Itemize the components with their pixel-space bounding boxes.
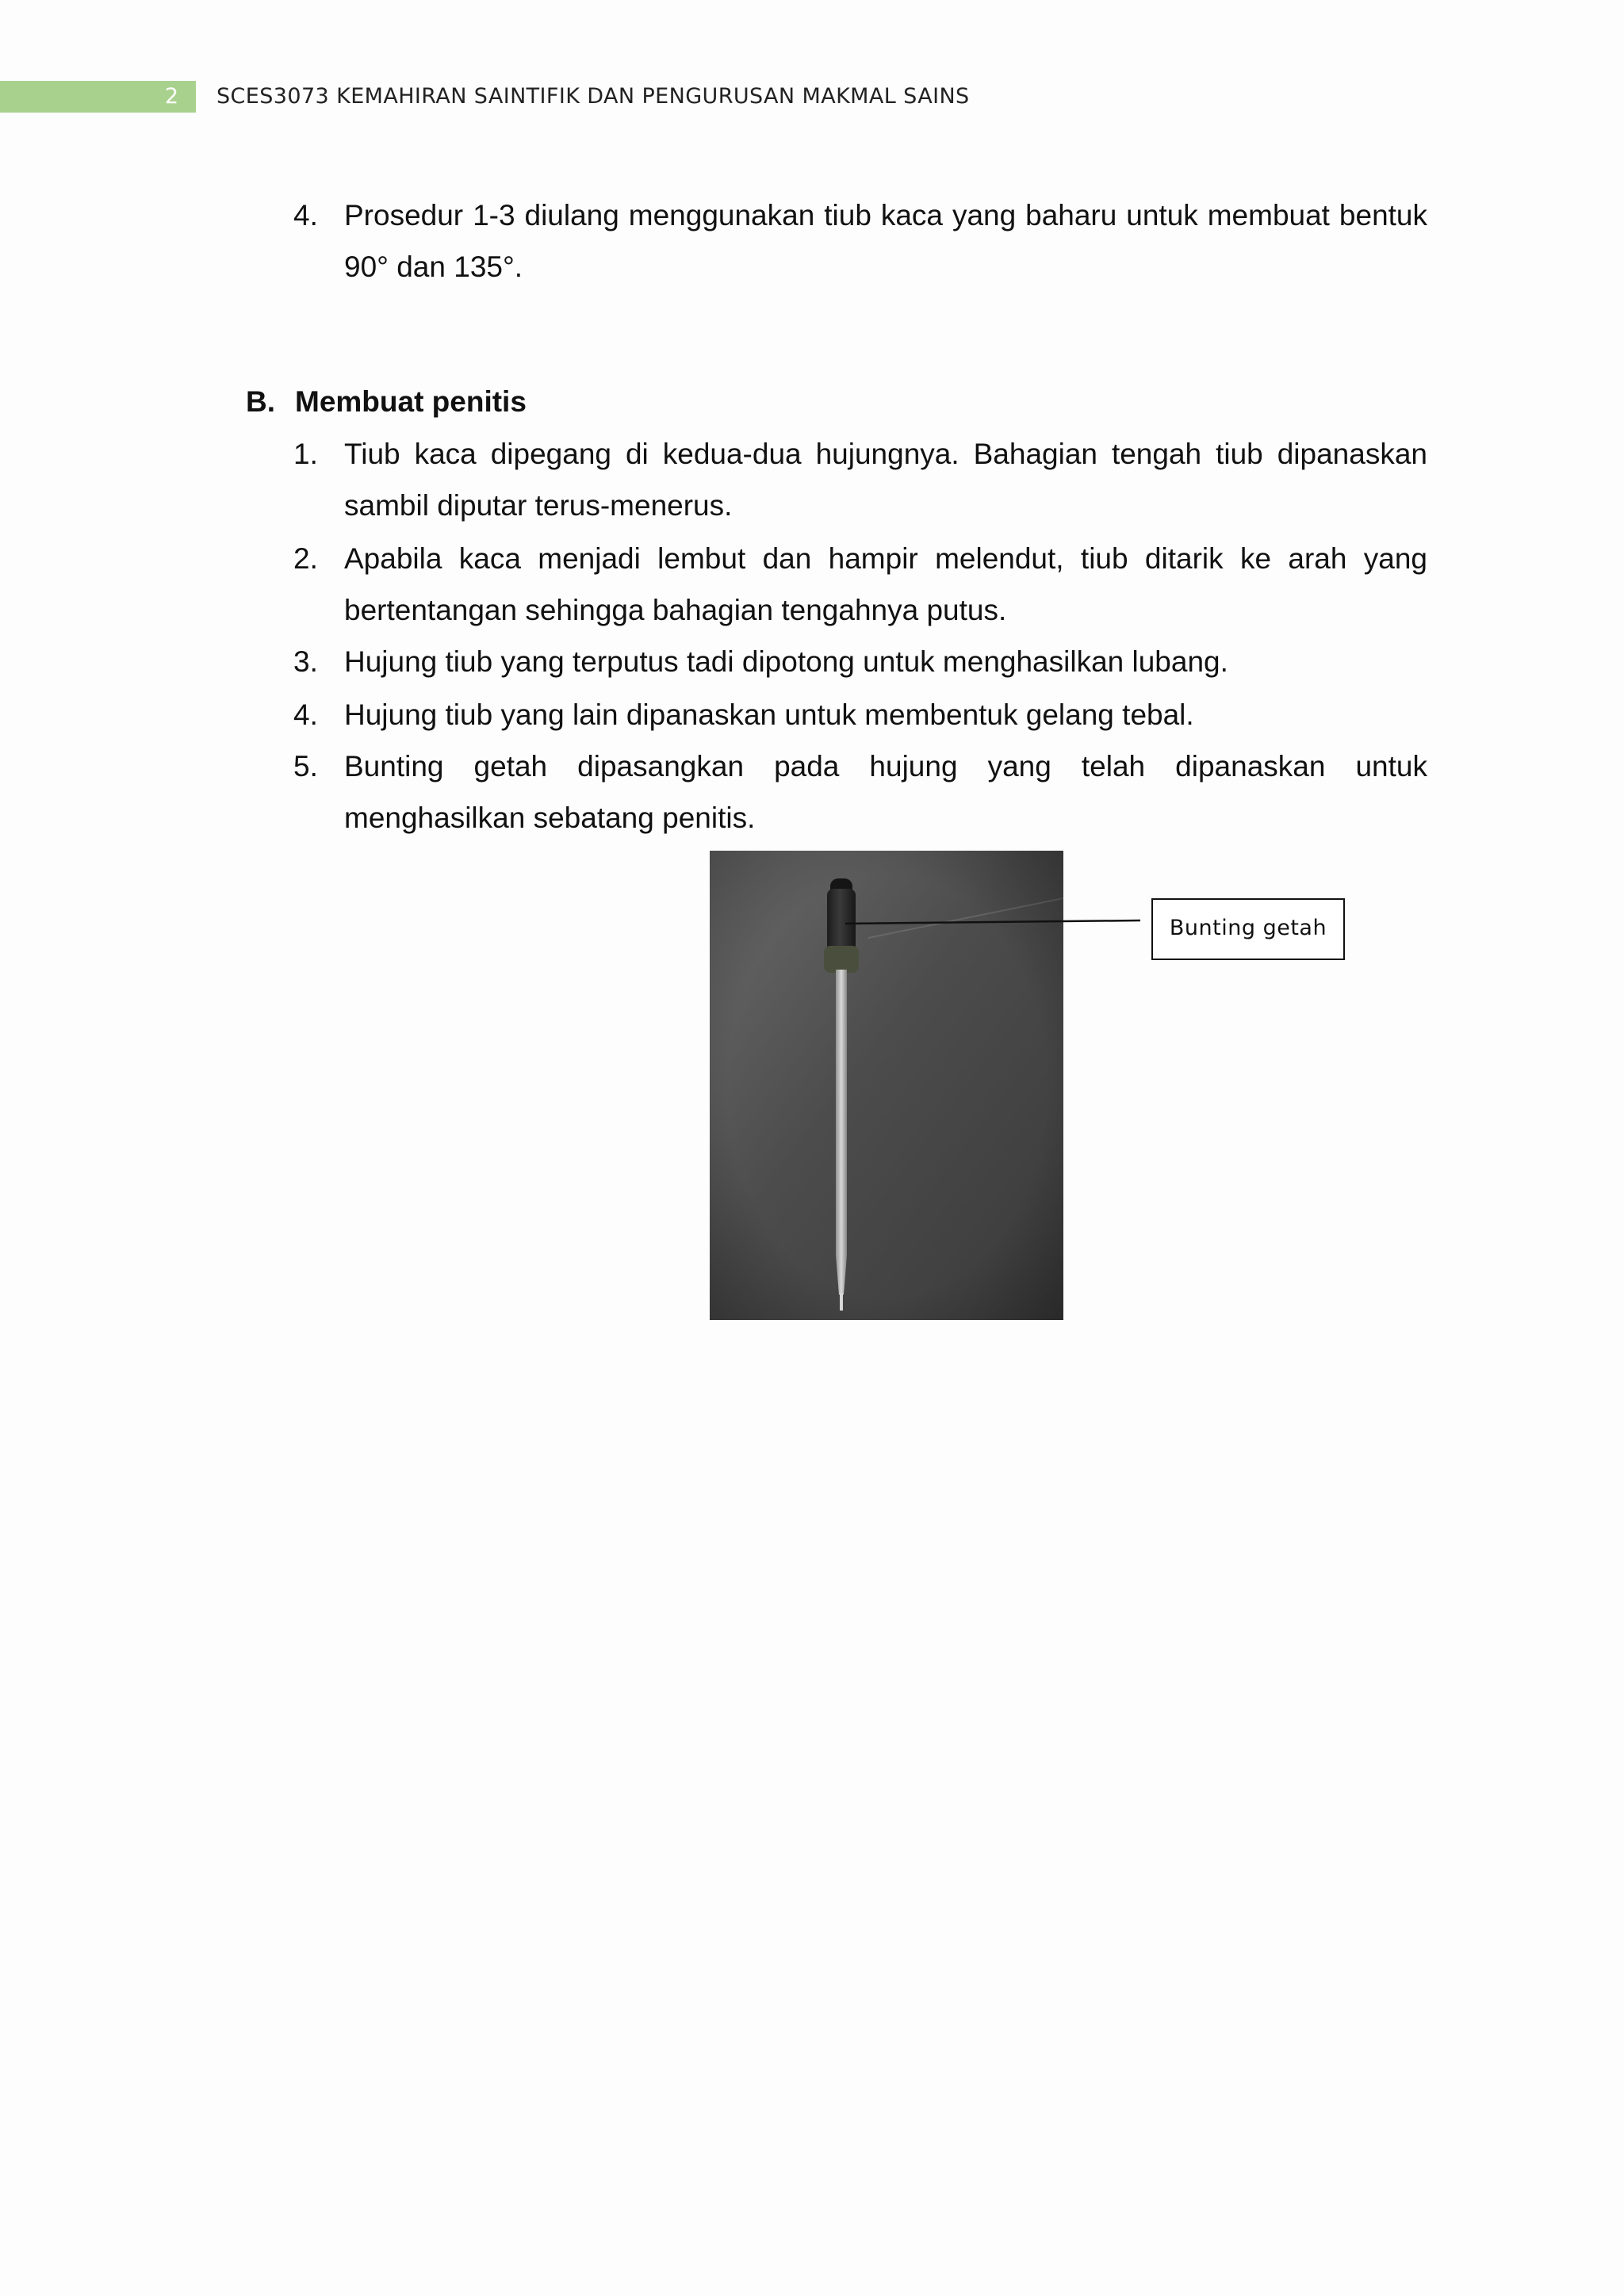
- list-item-b5: [293, 740, 1427, 844]
- glass-tube: [836, 970, 847, 1255]
- list-item-number: 3.: [293, 645, 318, 678]
- callout-leader-line: [845, 920, 1140, 924]
- page-number: 2: [164, 84, 178, 109]
- list-item-text: Prosedur 1-3 diulang menggunakan tiub kaca yang baharu untuk membuat bentuk 90° dan 135°.: [344, 199, 1427, 283]
- list-item-text: Apabila kaca menjadi lembut dan hampir melendut, tiub ditarik ke arah yang bertentangan sehingga bahagian tengahnya putus.: [344, 542, 1427, 626]
- callout-label-box: [1151, 898, 1345, 960]
- list-item-number: 5.: [293, 750, 318, 783]
- list-item-b3: [293, 636, 1427, 687]
- header-accent-bar: [0, 81, 196, 113]
- section-title: Membuat penitis: [295, 385, 527, 418]
- callout-label: Bunting getah: [1169, 916, 1327, 940]
- list-item-text: Hujung tiub yang lain dipanaskan untuk membentuk gelang tebal.: [344, 698, 1194, 731]
- section-heading: [246, 376, 527, 427]
- rubber-bulb-collar: [824, 946, 859, 973]
- running-header-title: SCES3073 KEMAHIRAN SAINTIFIK DAN PENGURUSAN MAKMAL SAINS: [216, 84, 970, 109]
- list-item-text: Tiub kaca dipegang di kedua-dua hujungnya. Bahagian tengah tiub dipanaskan sambil diputar terus-menerus.: [344, 438, 1427, 522]
- list-item-b4: [293, 689, 1427, 740]
- list-item-text: Bunting getah dipasangkan pada hujung yang telah dipanaskan untuk menghasilkan sebatang penitis.: [344, 750, 1427, 834]
- section-letter: B.: [246, 385, 275, 418]
- list-item-text: Hujung tiub yang terputus tadi dipotong untuk menghasilkan lubang.: [344, 645, 1228, 678]
- list-item-number: 1.: [293, 438, 318, 470]
- glass-tube-tip: [840, 1293, 843, 1311]
- list-item-b1: [293, 428, 1427, 531]
- list-item-intro-4: [293, 189, 1427, 293]
- list-item-number: 4.: [293, 199, 318, 232]
- list-item-number: 4.: [293, 698, 318, 731]
- list-item-number: 2.: [293, 542, 318, 575]
- list-item-b2: [293, 533, 1427, 636]
